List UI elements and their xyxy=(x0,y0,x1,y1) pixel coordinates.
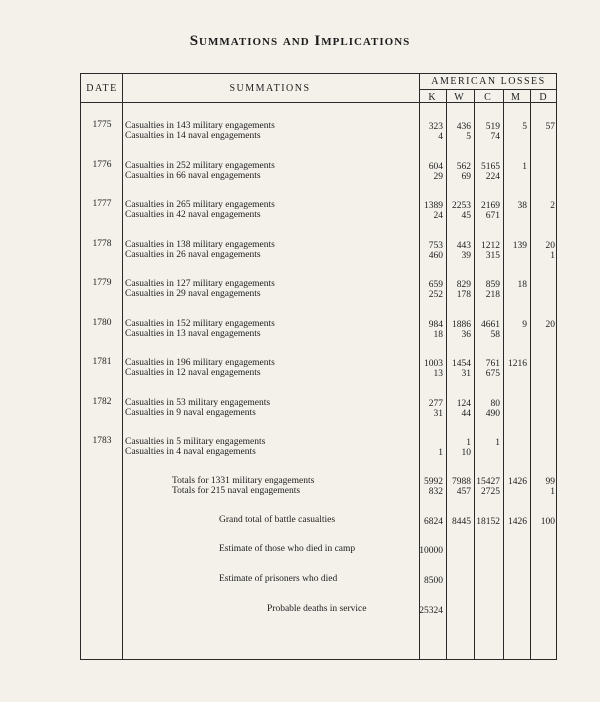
row-naval-value-k: 1 xyxy=(438,448,443,458)
row-military-label: Casualties in 127 military engagements xyxy=(125,279,275,289)
totals-naval-value-w: 457 xyxy=(456,487,471,497)
summary-label: Grand total of battle casualties xyxy=(219,515,336,525)
row-military-value-c: 2169 xyxy=(481,201,500,211)
totals-naval-value-k: 832 xyxy=(428,487,443,497)
row-naval-value-w: 5 xyxy=(466,132,471,142)
row-military-value-k: 323 xyxy=(428,122,443,132)
row-military-value-w: 829 xyxy=(456,280,471,290)
row-date: 1777 xyxy=(92,199,112,209)
row-naval-label: Casualties in 66 naval engagements xyxy=(125,170,261,181)
row-military-value-m: 18 xyxy=(517,280,527,290)
row-naval-value-w: 178 xyxy=(456,290,471,300)
row-military-value-m: 1 xyxy=(522,161,527,172)
row-military-value-w: 1454 xyxy=(452,359,471,369)
row-naval-value-k: 460 xyxy=(428,250,443,261)
row-military-label: Casualties in 138 military engagements xyxy=(125,239,275,250)
totals-military-label: Totals for 1331 military engagements xyxy=(172,476,315,486)
row-naval-label: Casualties in 14 naval engagements xyxy=(125,131,261,141)
row-military-value-c: 80 xyxy=(490,398,500,409)
row-date: 1780 xyxy=(92,317,112,328)
row-date: 1776 xyxy=(92,159,112,170)
row-naval-value-k: 31 xyxy=(433,408,443,419)
row-military-label: Casualties in 53 military engagements xyxy=(125,397,271,408)
row-naval-label: Casualties in 26 naval engagements xyxy=(125,249,261,260)
row-date: 1778 xyxy=(92,238,112,249)
totals-naval-value-c: 2725 xyxy=(481,487,500,497)
row-naval-value-k: 13 xyxy=(433,369,443,379)
header-summations: SUMMATIONS xyxy=(229,83,311,94)
row-naval-value-c: 671 xyxy=(485,211,500,221)
row-military-value-d: 57 xyxy=(545,122,555,132)
totals-military-value-c: 15427 xyxy=(476,477,500,487)
row-military-value-c: 5165 xyxy=(481,161,500,172)
row-military-label: Casualties in 265 military engagements xyxy=(125,200,275,210)
row-date: 1781 xyxy=(92,357,112,367)
page-title: Summations and Implications xyxy=(189,33,411,49)
row-naval-value-c: 224 xyxy=(485,171,500,182)
row-naval-value-c: 74 xyxy=(490,132,500,142)
summary-value-c: 18152 xyxy=(476,517,500,527)
row-naval-label: Casualties in 9 naval engagements xyxy=(125,407,256,418)
row-naval-label: Casualties in 4 naval engagements xyxy=(125,447,256,457)
row-military-label: Casualties in 143 military engagements xyxy=(125,121,275,131)
summary-value-w: 8445 xyxy=(452,517,471,527)
row-naval-value-w: 39 xyxy=(461,250,471,261)
row-naval-label: Casualties in 29 naval engagements xyxy=(125,289,261,299)
totals-military-value-m: 1426 xyxy=(508,477,527,487)
row-naval-value-w: 31 xyxy=(461,369,471,379)
row-military-value-k: 753 xyxy=(428,240,443,251)
row-military-value-c: 859 xyxy=(485,280,500,290)
summary-label: Estimate of prisoners who died xyxy=(219,574,338,584)
header-col-w: W xyxy=(454,92,464,103)
row-military-label: Casualties in 196 military engagements xyxy=(125,358,275,368)
row-military-value-k: 277 xyxy=(428,398,443,409)
row-military-value-m: 38 xyxy=(517,201,527,211)
row-naval-value-k: 252 xyxy=(428,290,443,300)
row-date: 1775 xyxy=(92,120,112,130)
column-divider xyxy=(122,73,123,660)
row-military-label: Casualties in 152 military engagements xyxy=(125,318,275,329)
header-american-losses: AMERICAN LOSSES xyxy=(431,76,546,87)
row-military-value-k: 659 xyxy=(428,280,443,290)
row-military-value-k: 1389 xyxy=(424,201,443,211)
row-military-value-w: 2253 xyxy=(452,201,471,211)
row-divider xyxy=(419,89,557,90)
row-naval-value-w: 45 xyxy=(461,211,471,221)
row-military-value-c: 761 xyxy=(485,359,500,369)
row-military-value-k: 984 xyxy=(428,319,443,330)
row-military-value-d: 20 xyxy=(545,240,555,251)
row-military-value-k: 1003 xyxy=(424,359,443,369)
row-naval-label: Casualties in 42 naval engagements xyxy=(125,210,261,220)
totals-naval-value-d: 1 xyxy=(550,487,555,497)
row-date: 1782 xyxy=(92,396,112,407)
row-naval-label: Casualties in 12 naval engagements xyxy=(125,368,261,378)
totals-military-value-d: 99 xyxy=(545,477,555,487)
summary-label: Estimate of those who died in camp xyxy=(219,544,356,554)
row-naval-value-w: 10 xyxy=(461,448,471,458)
row-military-value-w: 1886 xyxy=(452,319,471,330)
header-col-d: D xyxy=(539,92,547,103)
row-military-value-w: 443 xyxy=(456,240,471,251)
row-naval-value-c: 58 xyxy=(490,329,500,340)
row-military-value-k: 604 xyxy=(428,161,443,172)
row-military-value-c: 519 xyxy=(485,122,500,132)
row-military-value-w: 436 xyxy=(456,122,471,132)
row-date: 1783 xyxy=(92,436,112,446)
row-military-value-m: 9 xyxy=(522,319,527,330)
summary-value-k: 6824 xyxy=(424,517,443,527)
summary-value-k: 25324 xyxy=(419,606,443,616)
row-naval-value-k: 24 xyxy=(433,211,443,221)
totals-military-value-k: 5992 xyxy=(424,477,443,487)
column-divider xyxy=(530,73,531,660)
row-military-value-w: 562 xyxy=(456,161,471,172)
header-col-m: M xyxy=(511,92,520,103)
header-col-c: C xyxy=(484,92,491,103)
row-naval-value-k: 29 xyxy=(433,171,443,182)
row-naval-label: Casualties in 13 naval engagements xyxy=(125,328,261,339)
summary-value-k: 10000 xyxy=(419,546,443,556)
row-military-value-m: 139 xyxy=(512,240,527,251)
row-naval-value-c: 218 xyxy=(485,290,500,300)
row-military-value-c: 4661 xyxy=(481,319,500,330)
row-military-value-m: 5 xyxy=(522,122,527,132)
row-military-value-d: 2 xyxy=(550,201,555,211)
row-military-value-c: 1212 xyxy=(481,240,500,251)
row-military-value-w: 1 xyxy=(466,438,471,448)
totals-military-value-w: 7988 xyxy=(452,477,471,487)
row-military-label: Casualties in 252 military engagements xyxy=(125,160,275,171)
row-military-value-w: 124 xyxy=(456,398,471,409)
header-date: DATE xyxy=(86,83,118,94)
row-military-value-c: 1 xyxy=(495,438,500,448)
header-col-k: K xyxy=(428,92,436,103)
row-naval-value-w: 44 xyxy=(461,408,471,419)
summary-value-d: 100 xyxy=(540,517,555,527)
summary-value-m: 1426 xyxy=(508,517,527,527)
row-naval-value-c: 315 xyxy=(485,250,500,261)
summary-label: Probable deaths in service xyxy=(267,604,367,614)
totals-naval-label: Totals for 215 naval engagements xyxy=(172,486,301,496)
row-military-label: Casualties in 5 military engagements xyxy=(125,437,266,447)
row-date: 1779 xyxy=(92,278,112,288)
row-naval-value-w: 36 xyxy=(461,329,471,340)
row-naval-value-w: 69 xyxy=(461,171,471,182)
row-naval-value-k: 18 xyxy=(433,329,443,340)
row-naval-value-d: 1 xyxy=(550,250,555,261)
row-military-value-d: 20 xyxy=(545,319,555,330)
row-naval-value-k: 4 xyxy=(438,132,443,142)
row-naval-value-c: 490 xyxy=(485,408,500,419)
row-military-value-m: 1216 xyxy=(508,359,527,369)
row-naval-value-c: 675 xyxy=(485,369,500,379)
summary-value-k: 8500 xyxy=(424,576,443,586)
